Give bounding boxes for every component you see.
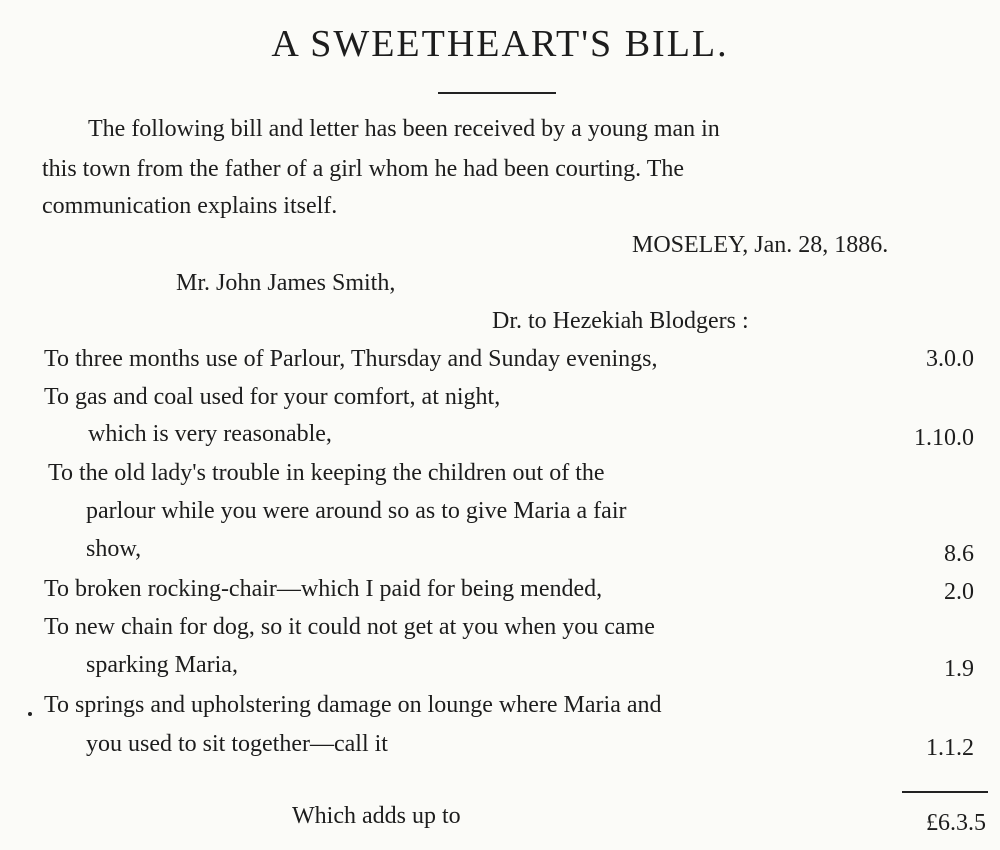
intro-line-3: communication explains itself.	[42, 193, 338, 219]
bill-item-3-amount: 8.6	[944, 541, 974, 567]
stray-mark	[28, 712, 32, 716]
addressee: Mr. John James Smith,	[176, 270, 396, 296]
bill-item-1-line-1: To three months use of Parlour, Thursday and Sunday evenings,	[44, 346, 658, 372]
total-label: Which adds up to	[292, 803, 461, 829]
bill-item-2-line-2: which is very reasonable,	[88, 421, 332, 447]
intro-line-2: this town from the father of a girl whom he had been courting. The	[42, 156, 685, 182]
bill-item-1-amount: 3.0.0	[926, 346, 974, 372]
bill-item-5-line-1: To new chain for dog, so it could not get at you when you came	[44, 614, 655, 640]
bill-item-6-amount: 1.1.2	[926, 735, 974, 761]
bill-item-6-line-2: you used to sit together—call it	[86, 731, 388, 757]
intro-line-1: The following bill and letter has been received by a young man in	[88, 116, 720, 142]
bill-item-3-line-3: show,	[86, 536, 142, 562]
bill-item-6-line-1: To springs and upholstering damage on lounge where Maria and	[44, 692, 662, 718]
bill-item-3-line-2: parlour while you were around so as to give Maria a fair	[86, 498, 627, 524]
total-divider	[902, 791, 988, 793]
bill-item-4-amount: 2.0	[944, 579, 974, 605]
bill-item-4-line-1: To broken rocking-chair—which I paid for being mended,	[44, 576, 603, 602]
bill-item-2-line-1: To gas and coal used for your comfort, at night,	[44, 384, 501, 410]
bill-item-2-amount: 1.10.0	[914, 425, 974, 451]
title-divider	[438, 92, 556, 94]
total-amount: £6.3.5	[926, 810, 986, 836]
bill-item-5-line-2: sparking Maria,	[86, 652, 238, 678]
bill-item-5-amount: 1.9	[944, 656, 974, 682]
page-title: A SWEETHEART'S BILL.	[271, 23, 729, 65]
debtor-line: Dr. to Hezekiah Blodgers :	[492, 308, 749, 334]
bill-item-3-line-1: To the old lady's trouble in keeping the children out of the	[48, 460, 605, 486]
dateline: MOSELEY, Jan. 28, 1886.	[632, 232, 889, 258]
